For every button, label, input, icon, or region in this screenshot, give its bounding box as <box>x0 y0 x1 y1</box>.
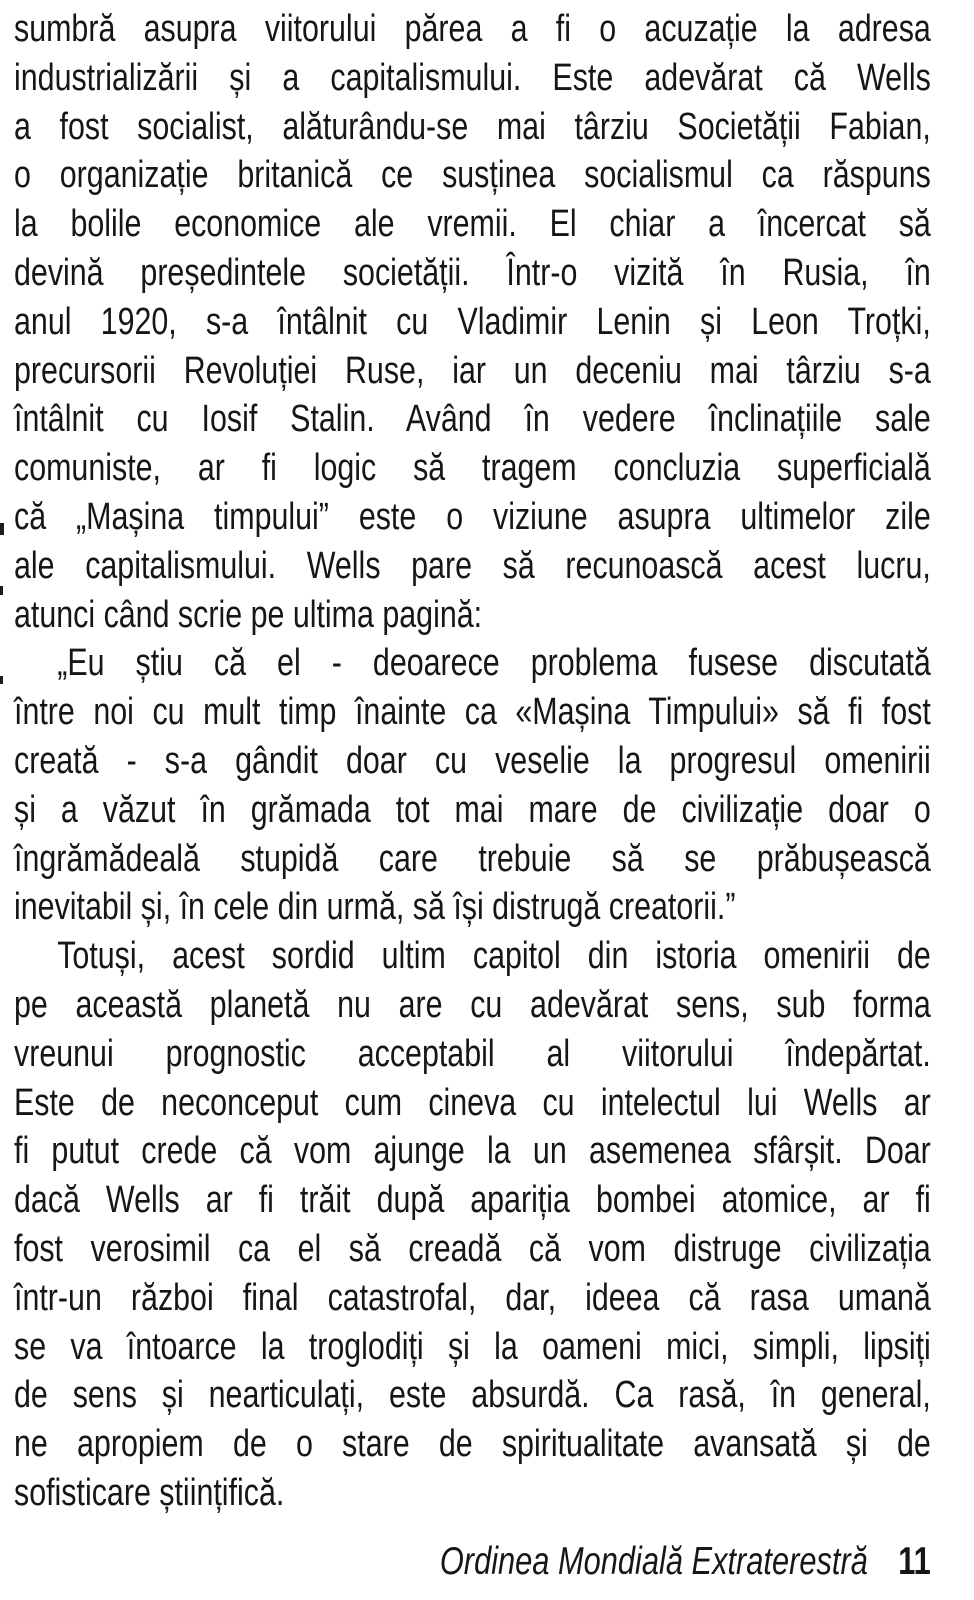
text-line: la bolile economice ale vremii. El chiar a încercat să <box>14 203 931 246</box>
text-line: inevitabil și, în cele din urmă, să își distrugă creatorii.” <box>14 886 736 929</box>
text-line: ale capitalismului. Wells pare să recunoască acest lucru, <box>14 544 931 587</box>
text-line: Este de neconceput cum cineva cu intelectul lui Wells ar <box>14 1081 931 1124</box>
text-line: o organizație britanică ce susținea socialismul ca răspuns <box>14 154 931 197</box>
text-line: întâlnit cu Iosif Stalin. Având în vedere înclinațiile sale <box>14 398 931 441</box>
text-line: fi putut crede că vom ajunge la un asemenea sfârșit. Doar <box>14 1130 931 1173</box>
text-line: sumbră asupra viitorului părea a fi o acuzație la adresa <box>14 8 931 50</box>
text-line: de sens și nearticulați, este absurdă. Ca rasă, în general, <box>14 1374 931 1417</box>
text-line: ne apropiem de o stare de spiritualitate avansată și de <box>14 1423 931 1466</box>
text-line: și a văzut în grămada tot mai mare de civilizație doar o <box>14 788 931 831</box>
text-line: precursorii Revoluției Ruse, iar un deceniu mai târziu s-a <box>14 349 931 392</box>
scan-artifact <box>0 676 3 684</box>
page-footer <box>14 1537 931 1587</box>
text-line: devină președintele societății. Într-o vizită în Rusia, în <box>14 251 931 294</box>
text-line: atunci când scrie pe ultima pagină: <box>14 593 483 636</box>
scan-artifact <box>0 523 4 535</box>
text-line: comuniste, ar fi logic să tragem concluzia superficială <box>14 447 931 490</box>
text-line: dacă Wells ar fi trăit după apariția bombei atomice, ar fi <box>14 1179 931 1222</box>
text-line: anul 1920, s-a întâlnit cu Vladimir Lenin și Leon Troțki, <box>14 300 931 343</box>
page-number: 11 <box>898 1540 931 1583</box>
text-line: între noi cu mult timp înainte ca «Mașina Timpului» să fi fost <box>14 691 931 734</box>
scan-artifact <box>0 586 3 595</box>
text-line: pe această planetă nu are cu adevărat sens, sub forma <box>14 983 931 1026</box>
text-line: Totuși, acest sordid ultim capitol din istoria omenirii de <box>57 935 931 978</box>
text-line: fost verosimil ca el să creadă că vom distruge civilizația <box>14 1227 931 1270</box>
text-line: îngrămădeală stupidă care trebuie să se prăbușească <box>14 837 931 880</box>
text-line: „Eu știu că el - deoarece problema fusese discutată <box>57 642 931 685</box>
text-line: că „Mașina timpului” este o viziune asupra ultimelor zile <box>14 495 931 538</box>
text-line: vreunui prognostic acceptabil al viitorului îndepărtat. <box>14 1032 931 1075</box>
running-title: Ordinea Mondială Extraterestră <box>439 1540 868 1583</box>
text-line: industrializării și a capitalismului. Este adevărat că Wells <box>14 56 931 99</box>
text-line: creată - s-a gândit doar cu veselie la progresul omenirii <box>14 739 931 782</box>
text-line: se va întoarce la troglodiți și la oameni mici, simpli, lipsiți <box>14 1325 931 1368</box>
text-line: într-un război final catastrofal, dar, ideea că rasa umană <box>14 1276 931 1319</box>
text-line: a fost socialist, alăturându-se mai târziu Societății Fabian, <box>14 105 931 148</box>
body-text <box>14 5 931 1518</box>
text-line: sofisticare științifică. <box>14 1471 285 1514</box>
